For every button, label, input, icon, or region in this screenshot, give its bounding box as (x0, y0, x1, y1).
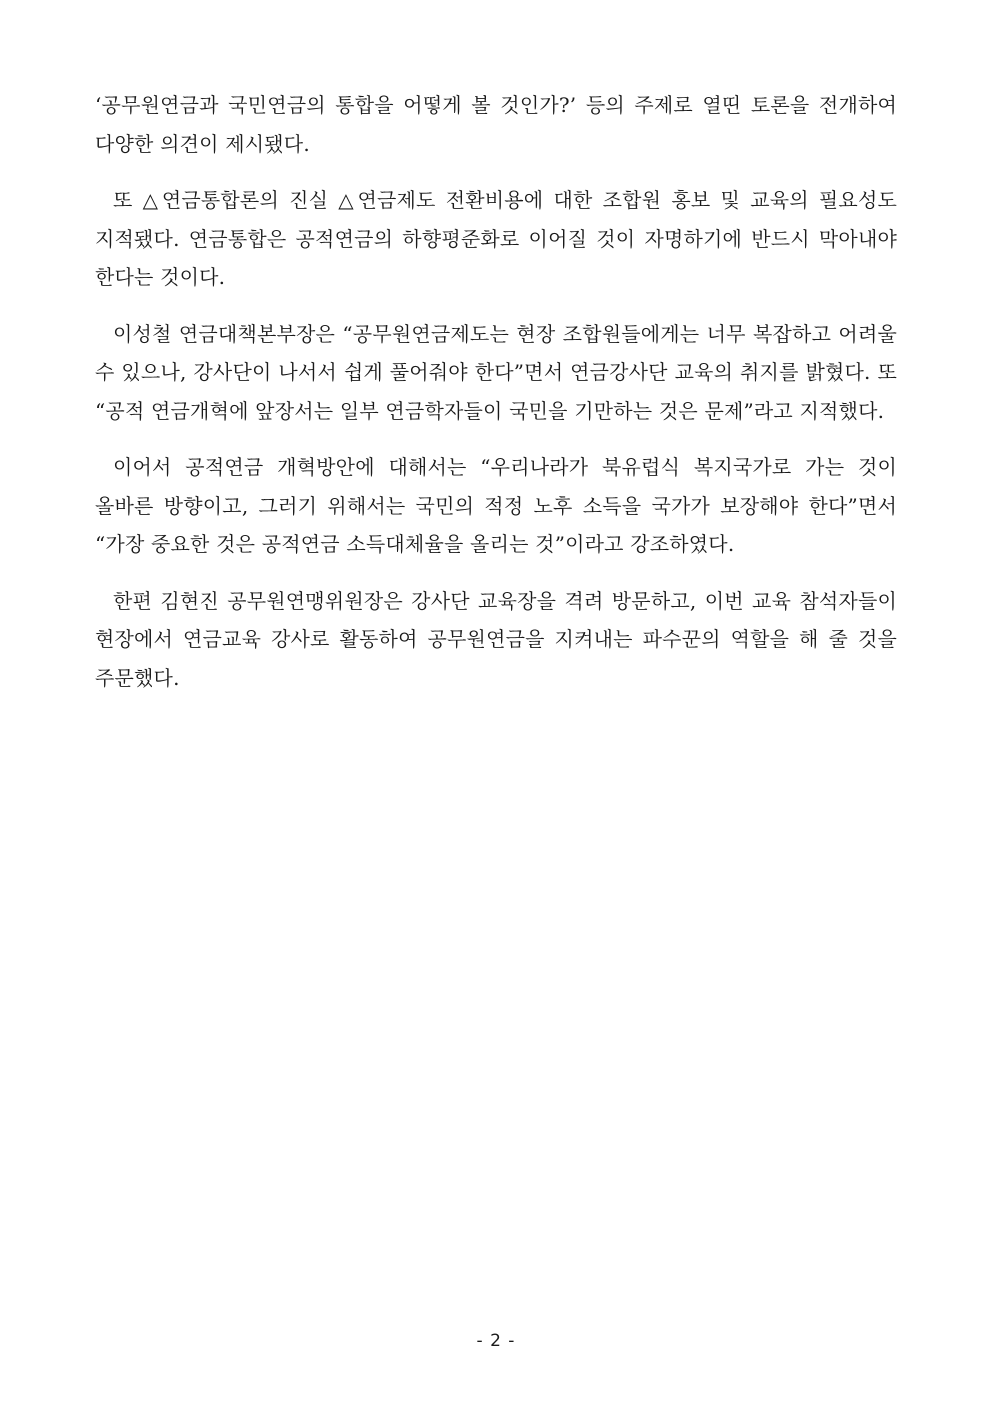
page-number: - 2 - (476, 1331, 516, 1351)
paragraph-4: 이어서 공적연금 개혁방안에 대해서는 “우리나라가 북유럽식 복지국가로 가는 것이 올바른 방향이고, 그러기 위해서는 국민의 적정 노후 소득을 국가가 보장해야 한다”면서 “가장 중요한 것은 공적연금 소득대체율을 올리는 것”이라고 강조하였다. (95, 455, 897, 556)
article-body (95, 86, 897, 715)
paragraph-1: ‘공무원연금과 국민연금의 통합을 어떻게 볼 것인가?’ 등의 주제로 열띤 토론을 전개하여 다양한 의견이 제시됐다. (95, 93, 897, 156)
paragraph-2: 또 △연금통합론의 진실 △연금제도 전환비용에 대한 조합원 홍보 및 교육의 필요성도 지적됐다. 연금통합은 공적연금의 하향평준화로 이어질 것이 자명하기에 반드시 막아내야 한다는 것이다. (95, 188, 897, 289)
paragraph-3: 이성철 연금대책본부장은 “공무원연금제도는 현장 조합원들에게는 너무 복잡하고 어려울 수 있으나, 강사단이 나서서 쉽게 풀어줘야 한다”면서 연금강사단 교육의 취지를 밝혔다. 또 “공적 연금개혁에 앞장서는 일부 연금학자들이 국민을 기만하는 것은 문제”라고 지적했다. (95, 321, 897, 423)
paragraph-5: 한편 김현진 공무원연맹위원장은 강사단 교육장을 격려 방문하고, 이번 교육 참석자들이 현장에서 연금교육 강사로 활동하여 공무원연금을 지켜내는 파수꾼의 역할을 해 줄 것을 주문했다. (95, 588, 897, 690)
